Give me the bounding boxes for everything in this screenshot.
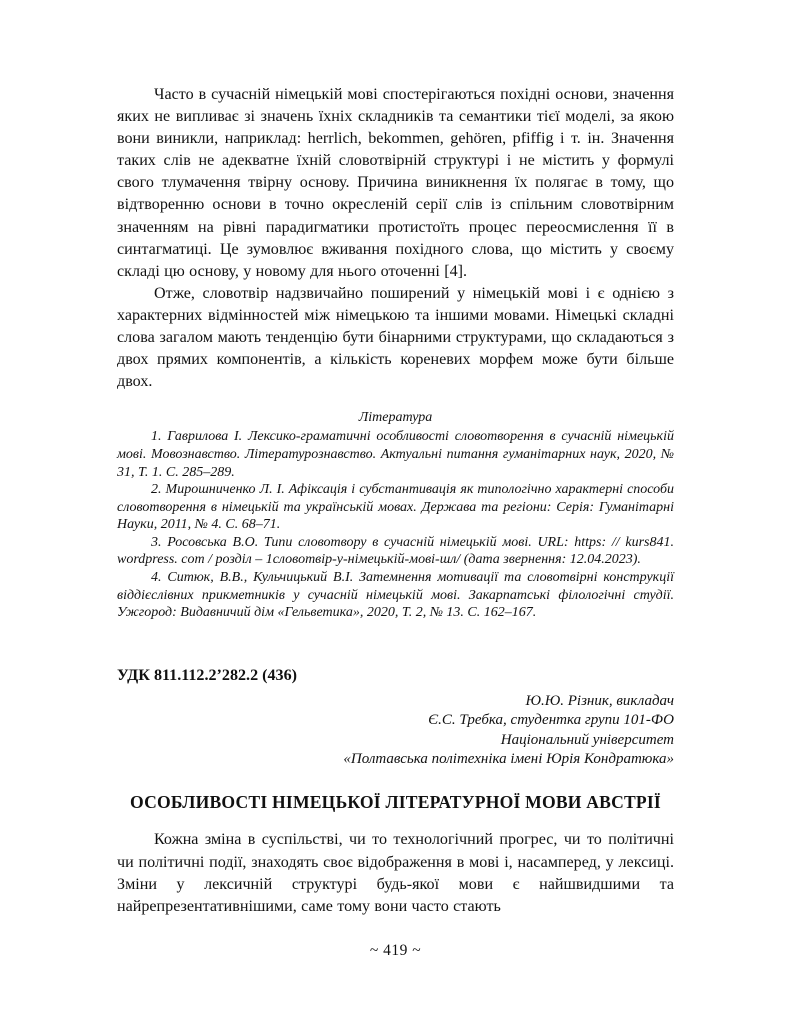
spacer-before-udk (117, 622, 674, 666)
affiliation-line-1: Національний університет (500, 731, 674, 748)
spacer-before-opening (117, 814, 674, 829)
reference-item-2: 2. Мирошниченко Л. І. Афіксація і субстантивація як типологічно характерні способи словотворення в німецькій та українській мовах. Держава та регіони: Серія: Гуманітарні Науки, 2011, № 4. С. 68–71. (117, 482, 674, 533)
author-line-1: Ю.Ю. Різник, викладач (525, 692, 674, 709)
body-paragraph-1: Часто в сучасній німецькій мові спостерігаються похідні основи, значення яких не випливає зі значень їхніх складників та семантики тієї моделі, за якою вони виникли, наприклад: herrlich, bekommen, gehören, pfiffig і т. ін. Значення таких слів не адекватне їхній словотвірній структурі і не містить у формулі свого тлумачення твірну основу. Причина виникнення їх полягає в тому, що відтворенню основи в точно окресленій серії слів із спільним словотвірним значенням на рівні парадигматики протистоїть процес переосмислення її в синтагматиці. Це зумовлює вживання похідного слова, що містить у своєму складі цю основу, у новому для нього оточенні [4]. (117, 86, 674, 280)
body-paragraph-2: Отже, словотвір надзвичайно поширений у німецькій мові і є однією з характерних відмінностей між німецькою та іншими мовами. Німецькі складні слова загалом мають тенденцію бути бінарними структурами, що складаються з двох прямих компонентів, а кількість кореневих морфем може бути більше двох. (117, 284, 674, 391)
references-heading: Література (358, 410, 433, 426)
reference-item-3: 3. Росовська В.О. Типи словотвору в сучасній німецькій мові. URL: https: // kurs841. wordpress. com / розділ – 1словотвір-у-німецькій-мові-шл/ (дата звернення: 12.04.2023). (117, 534, 674, 568)
page-number: ~ 419 ~ (369, 942, 422, 959)
author-line-2: Є.С. Требка, студентка групи 101-ФО (428, 712, 674, 729)
article-opening-paragraph: Кожна зміна в суспільстві, чи то технологічний прогрес, чи то політичні чи політичні події, знаходять своє відображення в мові і, насамперед, у лексиці. Зміни у лексичній структурі будь-якої мови є найшвидшими та найрепрезентативнішими, саме тому вони часто стають (117, 831, 674, 915)
article-title: ОСОБЛИВОСТІ НІМЕЦЬКОЇ ЛІТЕРАТУРНОЇ МОВИ АВСТРІЇ (130, 792, 661, 813)
reference-item-4: 4. Ситюк, В.В., Кульчицький В.І. Затемнення мотивації та словотвірні конструкції віддієслівних прикметників у сучасній німецькій мові. Закарпатські філологічні студії. Ужгород: Видавничий дім «Гельветика», 2020, Т. 2, № 13. С. 162–167. (117, 570, 674, 621)
page-content-column (117, 84, 674, 918)
udk-code: УДК 811.112.2’282.2 (436) (117, 666, 298, 684)
author-block (117, 692, 674, 770)
references-section (117, 409, 674, 622)
spacer-before-title (117, 769, 674, 791)
reference-item-1: 1. Гаврилова І. Лексико-граматичні особливості словотворення в сучасній німецькій мові. Мовознавство. Літературознавство. Актуальні питання гуманітарних наук, 2020, № 31, Т. 1. С. 285–289. (117, 429, 674, 480)
affiliation-line-2: «Полтавська політехніка імені Юрія Кондратюка» (343, 751, 674, 768)
